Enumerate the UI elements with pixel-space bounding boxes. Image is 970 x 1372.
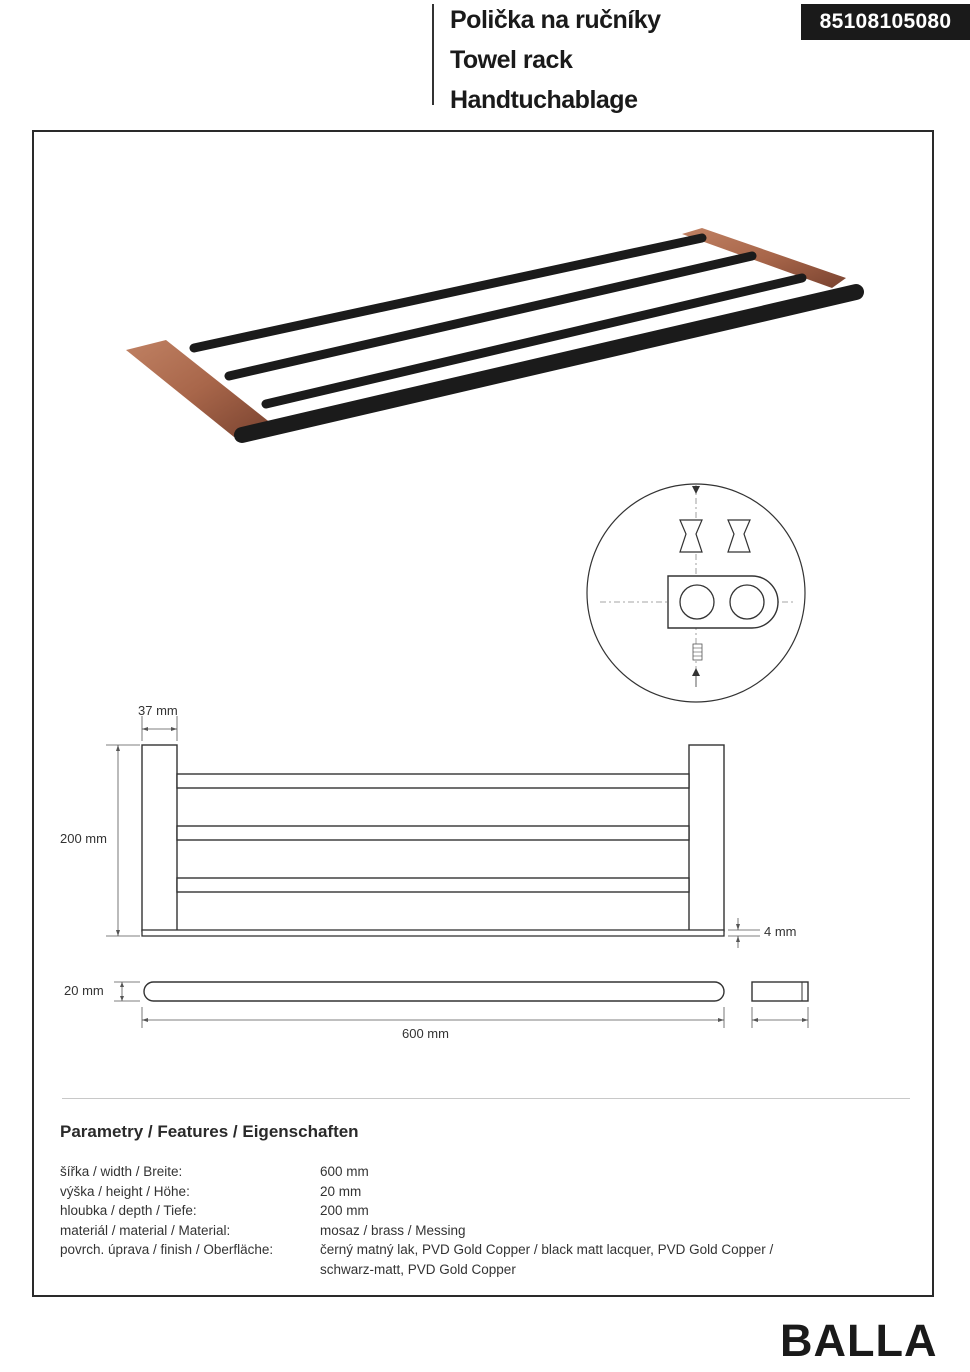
dim-label: 200 mm <box>60 831 107 846</box>
feature-value: mosaz / brass / Messing <box>320 1222 466 1238</box>
section-separator <box>62 1098 910 1099</box>
features-table <box>60 1162 820 1279</box>
feature-value: černý matný lak, PVD Gold Copper / black matt lacquer, PVD Gold Copper / schwarz-matt, PVD Gold Copper <box>320 1242 774 1277</box>
feature-row <box>60 1221 820 1241</box>
features-title: Parametry / Features / Eigenschaften <box>60 1122 359 1141</box>
feature-label: výška / height / Höhe: <box>60 1183 190 1199</box>
feature-label: povrch. úprava / finish / Oberfläche: <box>60 1242 274 1257</box>
dim-label: 4 mm <box>764 924 797 939</box>
product-sheet-frame <box>32 130 934 1297</box>
dim-label: 20 mm <box>64 983 104 998</box>
dim-label: 600 mm <box>402 1026 449 1041</box>
feature-value: 20 mm <box>320 1183 362 1199</box>
feature-row <box>60 1240 820 1279</box>
product-titles <box>450 0 661 120</box>
right-bracket-outline <box>689 745 724 931</box>
bar-outline <box>177 878 689 892</box>
title-divider <box>432 4 434 105</box>
wall-anchor <box>728 520 750 552</box>
product-code-badge: 85108105080 <box>801 4 970 40</box>
side-view-bracket <box>752 982 808 1001</box>
left-bracket-outline <box>142 745 177 931</box>
feature-value: 600 mm <box>320 1164 369 1179</box>
bottom-bar-outline <box>142 930 724 936</box>
feature-row <box>60 1162 820 1182</box>
feature-label: materiál / material / Material: <box>60 1222 231 1238</box>
feature-label: šířka / width / Breite: <box>60 1164 183 1179</box>
title-czech: Polička na ručníky <box>450 6 661 34</box>
title-english: Towel rack <box>450 46 573 74</box>
top-view-bar <box>144 982 724 1001</box>
technical-drawing <box>34 132 932 1072</box>
feature-row <box>60 1182 820 1202</box>
dim-label: 37 mm <box>138 703 178 718</box>
mounting-plate <box>668 576 778 628</box>
wall-anchor <box>680 520 702 552</box>
title-german: Handtuchablage <box>450 86 638 114</box>
feature-row <box>60 1201 820 1221</box>
feature-value: 200 mm <box>320 1203 369 1218</box>
brand-logo: BALLA <box>780 1315 938 1366</box>
bar-outline <box>177 826 689 840</box>
bar-outline <box>177 774 689 788</box>
feature-label: hloubka / depth / Tiefe: <box>60 1203 197 1218</box>
